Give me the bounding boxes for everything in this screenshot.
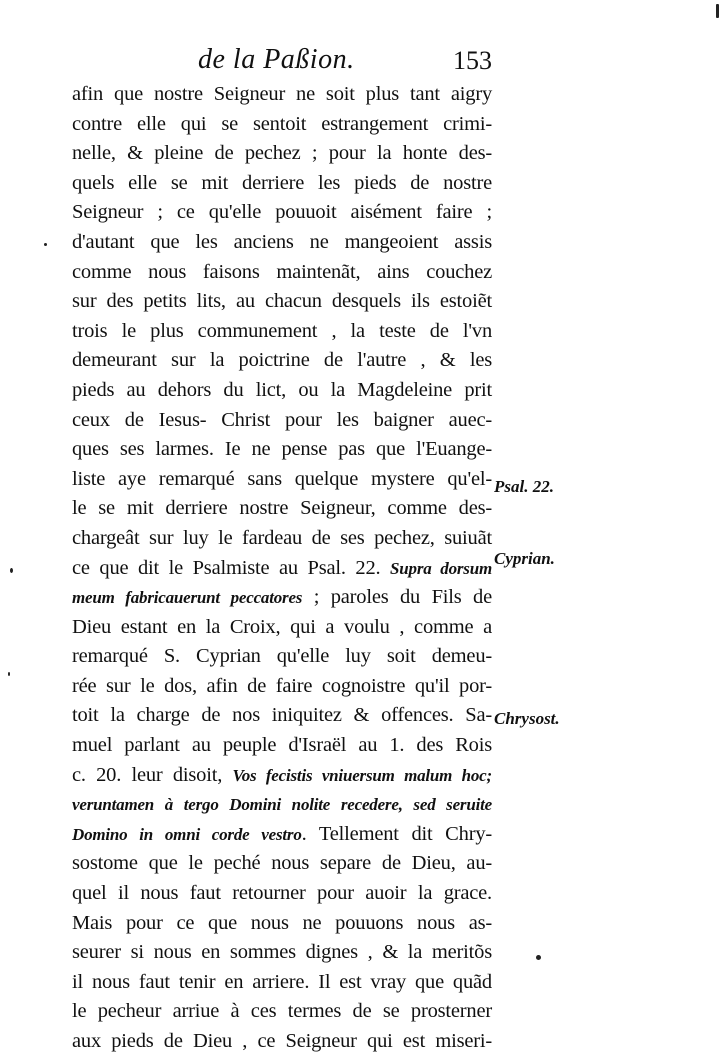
latin-quotation: Domino in omni corde vestro (72, 824, 302, 844)
text-segment: seurer si nous en sommes dignes , & la meritõs (72, 941, 492, 964)
margin-note-chrysostom: Chrysost. (494, 709, 560, 728)
text-segment: Dieu estant en la Croix, qui a voulu , comme a (72, 615, 492, 638)
text-line (72, 139, 492, 169)
text-segment: trois le plus communement , la teste de l'vn (72, 319, 492, 342)
text-line (72, 80, 492, 110)
text-line (72, 642, 492, 672)
text-segment: pieds au dehors du lict, ou la Magdeleine prit (72, 378, 492, 401)
text-line (72, 938, 492, 968)
latin-quotation: Supra dorsum (390, 558, 492, 578)
ink-speck (716, 4, 719, 18)
text-segment: d'autant que les anciens ne mangeoient assis (72, 230, 492, 253)
text-segment: aux pieds de Dieu , ce Seigneur qui est miseri- (72, 1030, 492, 1052)
text-line (72, 613, 492, 643)
ink-speck (44, 243, 47, 246)
text-line (72, 110, 492, 140)
text-segment: quel il nous faut retourner pour auoir la grace. (72, 882, 492, 905)
running-head (198, 44, 492, 78)
text-line (72, 968, 492, 998)
latin-quotation: Vos fecistis vniuersum malum hoc; (232, 765, 492, 785)
text-segment: ; paroles du Fils de (302, 586, 493, 609)
text-segment: nelle, & pleine de pechez ; pour la honte des- (72, 142, 492, 165)
ink-speck (536, 955, 541, 960)
text-line (72, 997, 492, 1027)
ink-speck (8, 672, 10, 676)
text-line (72, 1027, 492, 1057)
text-segment: Seigneur ; ce qu'elle pouuoit aisément faire ; (72, 201, 492, 224)
text-segment: c. 20. leur disoit, (72, 763, 233, 786)
text-segment: sostome que le peché nous separe de Dieu, au- (72, 852, 492, 875)
text-line (72, 672, 492, 702)
text-line (72, 701, 492, 731)
text-segment: demeurant sur la poictrine de l'autre , & les (72, 349, 492, 372)
text-line (72, 346, 492, 376)
latin-quotation: veruntamen à tergo Domini nolite recedere, sed seruite (72, 795, 492, 815)
text-segment: chargeât sur luy le fardeau de ses pechez, suiuãt (72, 526, 492, 549)
text-segment: sur des petits lits, au chacun desquels ils estoiẽt (72, 290, 492, 313)
text-line (72, 228, 492, 258)
text-segment: remarqué S. Cyprian qu'elle luy soit demeu- (72, 645, 492, 668)
text-line (72, 849, 492, 879)
text-segment: liste aye remarqué sans quelque mystere qu'el- (72, 467, 492, 490)
text-segment: le se mit derriere nostre Seigneur, comme des- (72, 497, 492, 520)
running-title: de la Paßion. (198, 44, 355, 75)
text-line (72, 287, 492, 317)
text-line (72, 494, 492, 524)
text-line (72, 376, 492, 406)
text-segment: . Tellement dit Chry- (301, 822, 493, 845)
text-segment: afin que nostre Seigneur ne soit plus tant aigry (72, 83, 492, 105)
text-line (72, 761, 492, 791)
text-line (72, 524, 492, 554)
text-line (72, 820, 492, 850)
ink-speck (10, 568, 13, 573)
text-line (72, 435, 492, 465)
text-segment: muel parlant au peuple d'Israël au 1. des Rois (72, 734, 492, 757)
text-line (72, 909, 492, 939)
text-line (72, 317, 492, 347)
latin-quotation: meum fabricauerunt peccatores (72, 588, 303, 608)
margin-note-cyprian: Cyprian. (494, 549, 555, 568)
text-line (72, 169, 492, 199)
text-segment: toit la charge de nos iniquitez & offences. Sa- (72, 704, 492, 727)
text-segment: ques ses larmes. Ie ne pense pas que l'Euange- (72, 438, 492, 461)
text-line (72, 406, 492, 436)
text-line (72, 258, 492, 288)
text-segment: rée sur le dos, afin de faire cognoistre qu'il por- (72, 674, 492, 697)
body-text (72, 80, 492, 1057)
text-segment: ceux de Iesus- Christ pour les baigner auec- (72, 408, 492, 431)
text-line (72, 198, 492, 228)
text-segment: le pecheur arriue à ces termes de se prosterner (72, 1000, 492, 1023)
text-line (72, 583, 492, 613)
text-line (72, 879, 492, 909)
text-line (72, 554, 492, 584)
text-segment: quels elle se mit derriere les pieds de nostre (72, 171, 492, 194)
page-number: 153 (453, 46, 492, 75)
text-segment: il nous faut tenir en arriere. Il est vray que quãd (72, 970, 492, 993)
text-segment: comme nous faisons maintenãt, ains couchez (72, 260, 492, 283)
text-segment: contre elle qui se sentoit estrangement crimi- (72, 112, 492, 135)
text-segment: Mais pour ce que nous ne pouuons nous as- (72, 911, 492, 934)
text-line (72, 790, 492, 820)
text-segment: ce que dit le Psalmiste au Psal. 22. (72, 556, 391, 579)
text-line (72, 465, 492, 495)
text-line (72, 731, 492, 761)
margin-note-psalm: Psal. 22. (494, 477, 554, 496)
